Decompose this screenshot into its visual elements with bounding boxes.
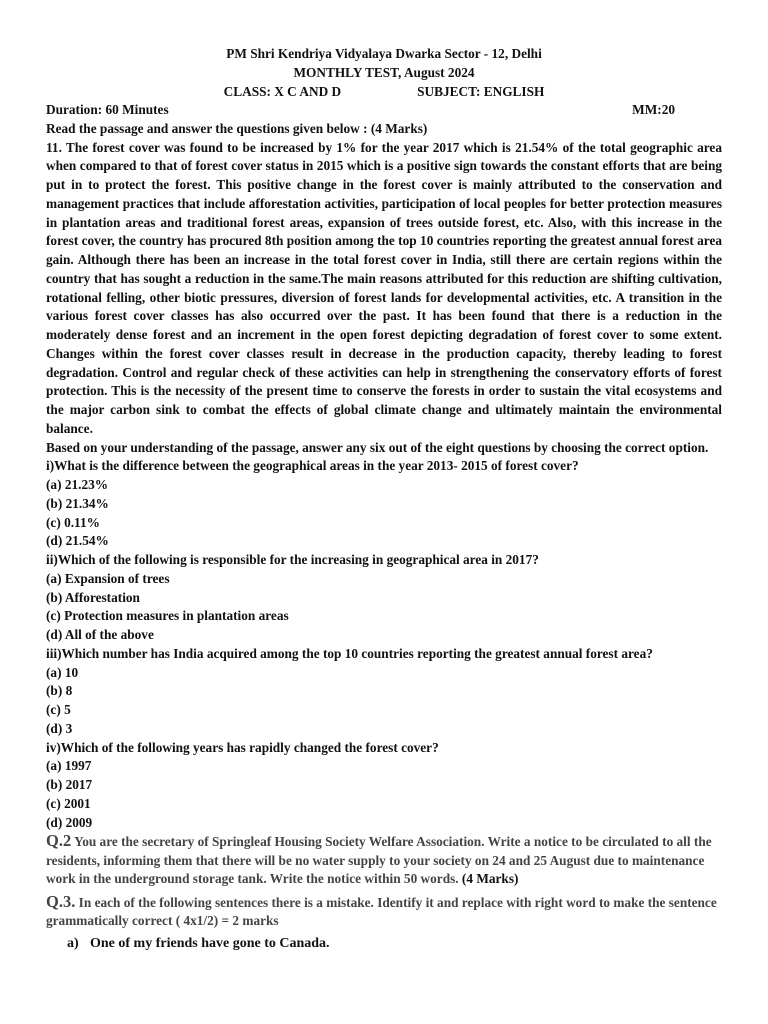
q2-text: You are the secretary of Springleaf Housing Society Welfare Association. Write a notice to be circulated to all the residents, informing them that there will be no water supply to your society on 24 and 25 August due to maintenance work in the underground storage tank. Write the notice within 50 words. <box>46 834 712 887</box>
option: (b) 2017 <box>46 777 93 792</box>
max-marks-label: MM:20 <box>632 102 675 117</box>
option: (d) 3 <box>46 720 73 736</box>
q3-text: In each of the following sentences there is a mistake. Identify it and replace with right word to make the sentence grammatically correct ( 4x1/2) = 2 marks <box>46 894 717 929</box>
question-3 <box>46 645 722 739</box>
option: (c) 2001 <box>46 795 91 811</box>
question-text: iv)Which of the following years has rapidly changed the forest cover? <box>46 739 439 755</box>
exam-page <box>46 44 722 954</box>
option: (c) Protection measures in plantation areas <box>46 608 289 624</box>
q2-label: Q.2 <box>46 831 72 851</box>
question-text: iii)Which number has India acquired among the top 10 countries reporting the greatest annual forest area? <box>46 645 653 661</box>
option: (c) 0.11% <box>46 514 100 530</box>
option: (a) 10 <box>46 664 79 680</box>
school-name: PM Shri Kendriya Vidyalaya Dwarka Sector - 12, Delhi <box>226 46 542 61</box>
question-text: i)What is the difference between the geographical areas in the year 2013- 2015 of forest cover? <box>46 458 579 474</box>
test-title: MONTHLY TEST, August 2024 <box>293 65 475 80</box>
option: (c) 5 <box>46 702 71 717</box>
option: (a) 1997 <box>46 758 92 774</box>
question-1 <box>46 457 722 551</box>
class-subject-line <box>46 82 722 101</box>
section1-instruction: Read the passage and answer the questions given below : (4 Marks) <box>46 120 428 136</box>
option: (b) Afforestation <box>46 589 140 605</box>
q3-item <box>67 935 722 954</box>
passage-text: 11. The forest cover was found to be increased by 1% for the year 2017 which is 21.54% of the total geographic area when compared to that of forest cover status in 2015 which is a positive sign towards the constant efforts that are being put in to protect the forest. This positive change in the forest cover is mainly attributed to the conservation and management practices that include afforestation activities, participation of local peoples for better protection measures in plantation areas and traditional forest areas, expansion of trees outside forest, etc. Also, with this increase in the forest cover, the country has procured 8th position among the top 10 countries reporting the greatest annual forest area gain. Although there has been an increase in the total forest cover in India, still there are certain regions within the country that has sought a reduction in the same.The main reasons attributed for this reduction are shifting cultivation, rotational felling, other biotic pressures, diversion of forest lands for developmental activities, etc. A transition in the various forest cover classes has also occurred over the past. It has been found that there is a reduction in the moderately dense forest and an increment in the open forest depicting degradation of forest cover to some extent. Changes within the forest cover classes result in decrease in the production capacity, thereby leading to forest degradation. Control and regular check of these activities can help in strengthening the conservatory efforts of forest protection. This is the necessity of the present time to conserve the forests in order to sustain the vital ecosystems and the major carbon sink to combat the effects of global climate change and ultimately maintain the environmental balance. <box>46 139 722 436</box>
option: (d) All of the above <box>46 627 154 642</box>
option: (a) 21.23% <box>46 477 109 492</box>
question-text: ii)Which of the following is responsible for the increasing in geographical area in 2017? <box>46 552 539 567</box>
q3-block <box>46 893 722 931</box>
option: (b) 21.34% <box>46 495 109 511</box>
option: (d) 2009 <box>46 814 93 830</box>
question-2 <box>46 551 722 645</box>
class-label: CLASS: X C AND D <box>223 84 342 99</box>
directions-text: Based on your understanding of the passage, answer any six out of the eight questions by choosing the correct option. <box>46 439 709 455</box>
q2-block <box>46 832 722 889</box>
question-4 <box>46 739 722 833</box>
subject-label: SUBJECT: ENGLISH <box>417 84 545 99</box>
q3-label: Q.3. <box>46 891 76 911</box>
q3-item-letter: a) <box>67 935 79 951</box>
q2-marks: (4 Marks) <box>461 871 519 887</box>
option: (d) 21.54% <box>46 533 109 549</box>
duration-marks-row <box>46 101 722 120</box>
q3-item-text: One of my friends have gone to Canada. <box>90 935 330 951</box>
option: (b) 8 <box>46 683 73 699</box>
duration-label: Duration: 60 Minutes <box>46 102 169 117</box>
option: (a) Expansion of trees <box>46 570 170 586</box>
